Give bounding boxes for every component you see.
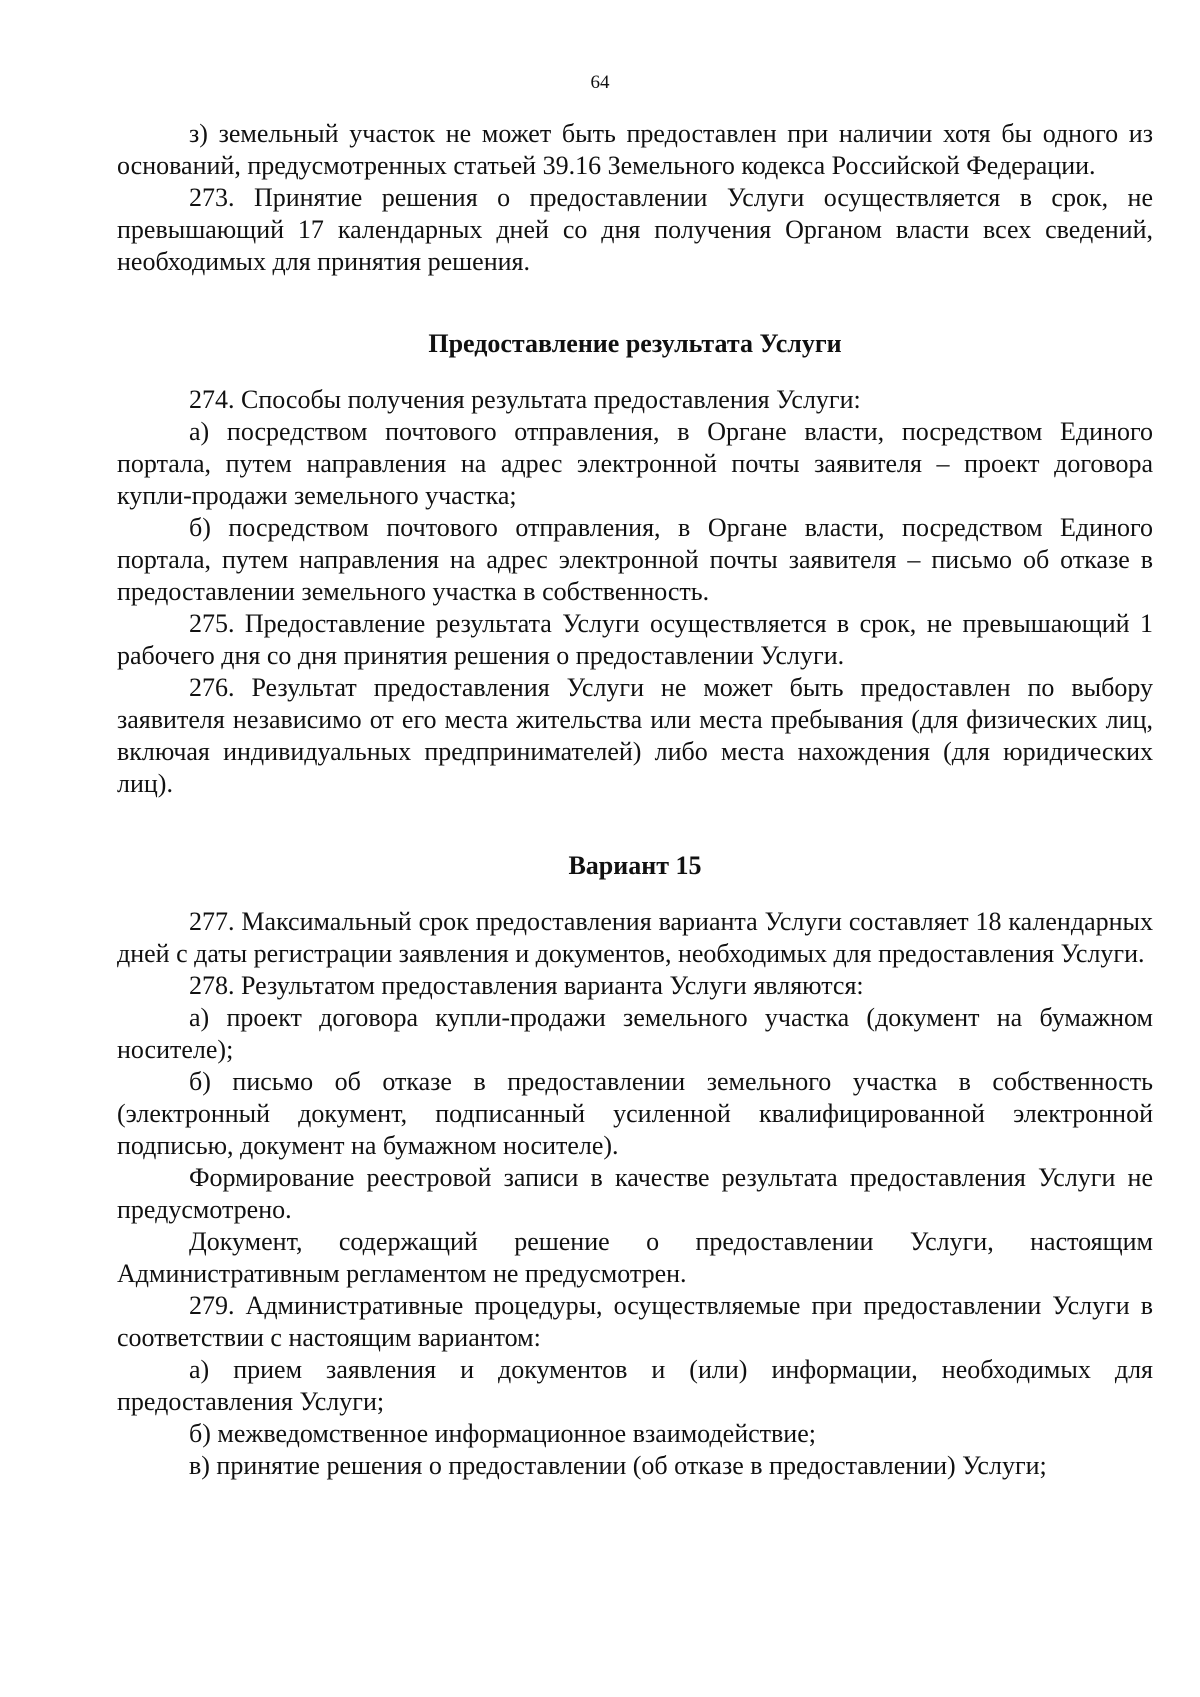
paragraph-274-a: а) посредством почтового отправления, в Органе власти, посредством Единого портала, путем направления на адрес электронной почты заявителя – проект договора купли-продажи земельного участка; [117,417,1153,510]
page-number: 64 [590,72,610,93]
paragraph-registry-record: Формирование реестровой записи в качестве результата предоставления Услуги не предусмотрено. [117,1163,1153,1224]
paragraph-279-v: в) принятие решения о предоставлении (об отказе в предоставлении) Услуги; [189,1451,1047,1480]
spacer [117,800,1153,850]
section-heading-variant-15: Вариант 15 [568,851,702,880]
paragraph-z-grounds: з) земельный участок не может быть предоставлен при наличии хотя бы одного из оснований, предусмотренных статьей 39.16 Земельного кодекса Российской Федерации. [117,119,1153,180]
paragraph-279-a: а) прием заявления и документов и (или) информации, необходимых для предоставления Услуги; [117,1355,1153,1416]
paragraph-274-b: б) посредством почтового отправления, в Органе власти, посредством Единого портала, путем направления на адрес электронной почты заявителя – письмо об отказе в предоставлении земельного участка в собственность. [117,513,1153,606]
document-body [117,118,1153,1482]
paragraph-273: 273. Принятие решения о предоставлении Услуги осуществляется в срок, не превышающий 17 календарных дней со дня получения Органом власти всех сведений, необходимых для принятия решения. [117,183,1153,276]
spacer [117,882,1153,906]
section-heading-result: Предоставление результата Услуги [428,329,842,358]
paragraph-279-b: б) межведомственное информационное взаимодействие; [189,1419,816,1448]
paragraph-274: 274. Способы получения результата предоставления Услуги: [189,385,861,414]
paragraph-276: 276. Результат предоставления Услуги не может быть предоставлен по выбору заявителя независимо от его места жительства или места пребывания (для физических лиц, включая индивидуальных предпринимателей) либо места нахождения (для юридических лиц). [117,673,1153,798]
paragraph-decision-document: Документ, содержащий решение о предоставлении Услуги, настоящим Административным регламентом не предусмотрен. [117,1227,1153,1288]
paragraph-278-a: а) проект договора купли-продажи земельного участка (документ на бумажном носителе); [117,1003,1153,1064]
paragraph-277: 277. Максимальный срок предоставления варианта Услуги составляет 18 календарных дней с даты регистрации заявления и документов, необходимых для предоставления Услуги. [117,907,1153,968]
paragraph-278: 278. Результатом предоставления варианта Услуги являются: [189,971,864,1000]
paragraph-279: 279. Административные процедуры, осуществляемые при предоставлении Услуги в соответствии с настоящим вариантом: [117,1291,1153,1352]
paragraph-275: 275. Предоставление результата Услуги осуществляется в срок, не превышающий 1 рабочего дня со дня принятия решения о предоставлении Услуги. [117,609,1153,670]
spacer [117,360,1153,384]
spacer [117,278,1153,328]
paragraph-278-b: б) письмо об отказе в предоставлении земельного участка в собственность (электронный документ, подписанный усиленной квалифицированной электронной подписью, документ на бумажном носителе). [117,1067,1153,1160]
